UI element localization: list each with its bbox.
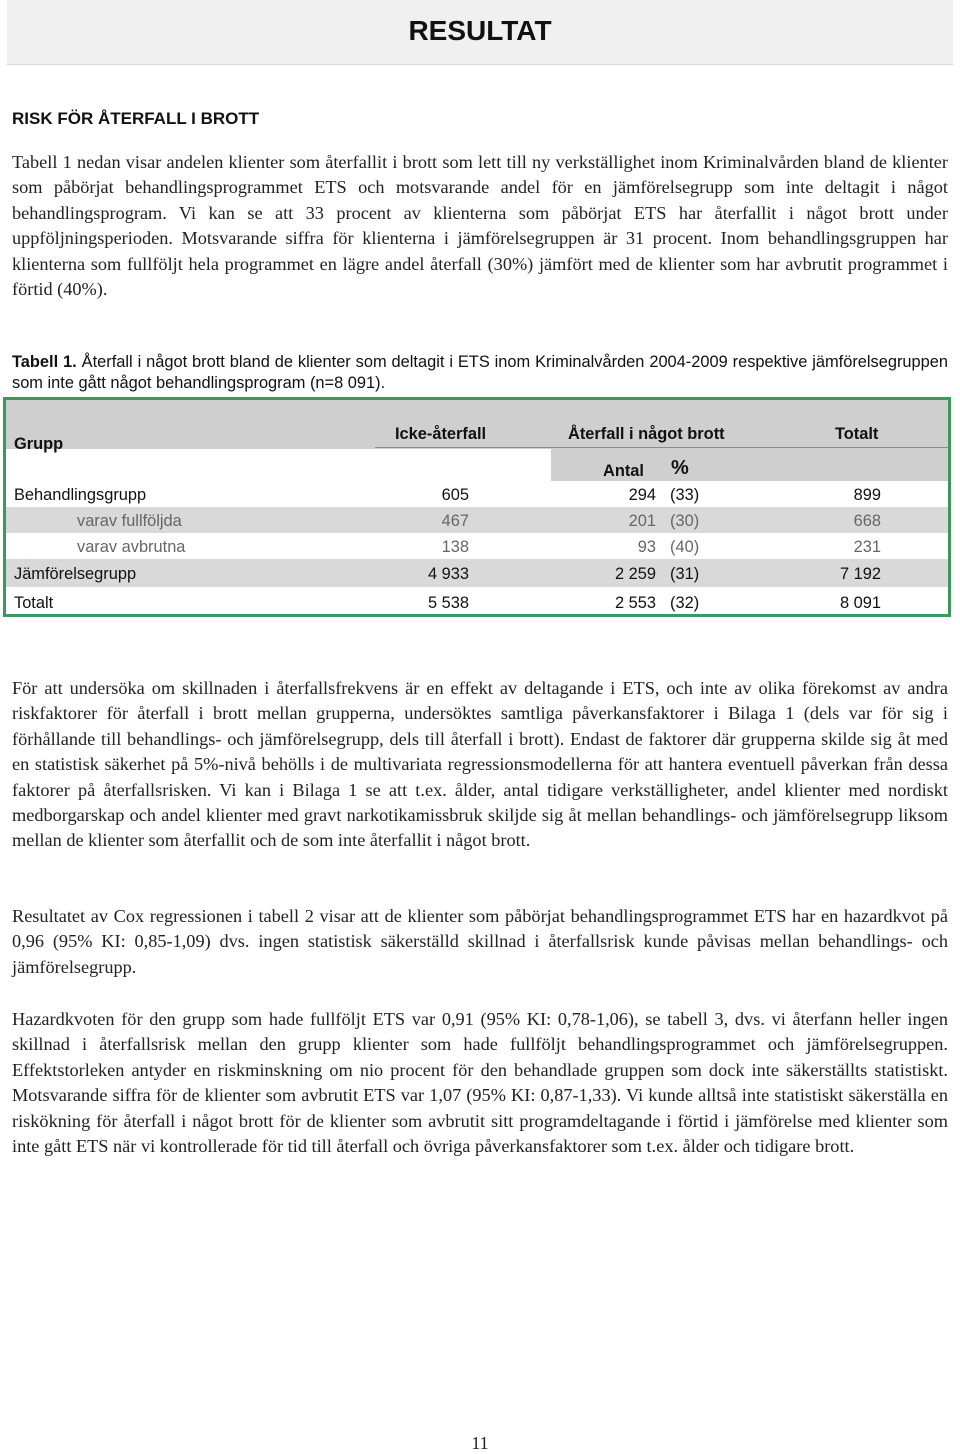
row-label: Behandlingsgrupp bbox=[14, 486, 147, 504]
row-label: varav avbrutna bbox=[77, 538, 186, 556]
cell-total: 231 bbox=[853, 538, 881, 556]
cell-relapse-count: 2 553 bbox=[614, 594, 656, 612]
header-relapse: Återfall i något brott bbox=[568, 425, 725, 443]
header-count: Antal bbox=[603, 462, 644, 480]
cell-relapse-percent: (30) bbox=[670, 512, 700, 530]
page-title: RESULTAT bbox=[408, 15, 552, 46]
row-label: Totalt bbox=[14, 594, 54, 612]
cell-relapse-percent: (33) bbox=[670, 486, 700, 504]
cell-relapse-count: 201 bbox=[628, 512, 656, 530]
table-caption-text: Återfall i något brott bland de klienter som deltagit i ETS inom Kriminalvården 2004-2009 respektive jämförelsegruppen som inte gått något behandlingsprogram (n=8 091). bbox=[12, 353, 948, 392]
table-caption-label: Tabell 1. bbox=[12, 353, 77, 371]
table-header-rule bbox=[375, 447, 948, 448]
table-caption bbox=[12, 352, 948, 394]
header-group: Grupp bbox=[14, 435, 64, 453]
cell-no-relapse: 4 933 bbox=[427, 565, 469, 583]
cell-relapse-count: 294 bbox=[628, 486, 656, 504]
page-number: 11 bbox=[471, 1433, 489, 1453]
paragraph-intro: Tabell 1 nedan visar andelen klienter som återfallit i brott som lett till ny verkställighet inom Kriminalvården bland de klienter som påbörjat behandlingsprogrammet ETS och motsvarande andel för en jämförelsegrupp som inte deltagit i något behandlingsprogram. Vi kan se att 33 procent av klienterna som påbörjat ETS har återfallit i något brott under uppföljningsperioden. Motsvarande siffra för klienterna i jämförelsegruppen är 31 procent. Inom behandlingsgruppen har klienterna som fullföljt hela programmet en lägre andel återfall (30%) jämfört med de klienter som har avbrutit programmet i förtid (40%). bbox=[12, 152, 948, 300]
header-no-relapse: Icke-återfall bbox=[395, 425, 487, 443]
row-label: Jämförelsegrupp bbox=[14, 565, 137, 583]
cell-no-relapse: 605 bbox=[441, 486, 469, 504]
cell-total: 8 091 bbox=[839, 594, 881, 612]
cell-relapse-percent: (32) bbox=[670, 594, 700, 612]
cell-relapse-count: 93 bbox=[637, 538, 656, 556]
results-table bbox=[3, 397, 951, 617]
paragraph-cox-regression: Resultatet av Cox regressionen i tabell 2 visar att de klienter som påbörjat behandlingsprogrammet ETS har en hazardkvot på 0,96 (95% KI: 0,85-1,09) dvs. ingen statistisk säkerställd skillnad i återfallsrisk kunde påvisas mellan behandlings- och jämförelsegrupp. bbox=[12, 906, 948, 977]
paragraph-riskfactors: För att undersöka om skillnaden i återfallsfrekvens är en effekt av deltagande i ETS, och inte av olika förekomst av andra riskfaktorer för återfall i brott mellan grupperna, undersöktes samtliga påverkansfaktorer i Bilaga 1 (dels var för sig i förhållande till behandlings- och jämförelsegrupp, dels till återfall i brott). Endast de faktorer där grupperna skilde sig åt med en statistisk säkerhet på 5%-nivå behölls i de multivariata regressionsmodellerna för att hantera eventuell påverkan från dessa faktorer på återfallsrisken. Vi kan i Bilaga 1 se att t.ex. ålder, antal tidigare verkställigheter, andel klienter med nordiskt medborgarskap och andel klienter med gravt narkotikamissbruk skiljde sig åt mellan behandlings- och jämförelsegrupp liksom mellan de klienter som återfallit och de som inte återfallit i något brott. bbox=[12, 678, 948, 851]
paragraph-hazard-ratio: Hazardkvoten för den grupp som hade fullföljt ETS var 0,91 (95% KI: 0,78-1,06), se tabell 3, dvs. vi återfann heller ingen skillnad i återfallsrisk mellan den grupp klienter som hade fullföljt behandlingsprogrammet och jämförelsegruppen. Effektstorleken antyder en riskminskning om nio procent för den behandlade gruppen som dock inte säkerställts statistiskt. Motsvarande siffra för de klienter som avbrutit ETS var 1,07 (95% KI: 0,87-1,33). Vi kunde alltså inte statistiskt säkerställa en riskökning för återfall i något brott för de klienter som avbrutit sitt programdeltagande i förtid i jämförelse med klienter som inte gått ETS när vi kontrollerade för tid till återfall och övriga påverkansfaktorer som t.ex. ålder och tidigare brott. bbox=[12, 1009, 948, 1157]
cell-relapse-percent: (40) bbox=[670, 538, 700, 556]
cell-no-relapse: 5 538 bbox=[427, 594, 469, 612]
cell-total: 899 bbox=[853, 486, 881, 504]
header-total: Totalt bbox=[835, 425, 879, 443]
row-label: varav fullföljda bbox=[77, 512, 182, 530]
header-percent: % bbox=[671, 457, 689, 479]
cell-relapse-count: 2 259 bbox=[614, 565, 656, 583]
cell-total: 7 192 bbox=[839, 565, 881, 583]
cell-total: 668 bbox=[853, 512, 881, 530]
cell-no-relapse: 467 bbox=[441, 512, 469, 530]
section-heading: RISK FÖR ÅTERFALL I BROTT bbox=[12, 109, 260, 128]
cell-no-relapse: 138 bbox=[441, 538, 469, 556]
cell-relapse-percent: (31) bbox=[670, 565, 700, 583]
